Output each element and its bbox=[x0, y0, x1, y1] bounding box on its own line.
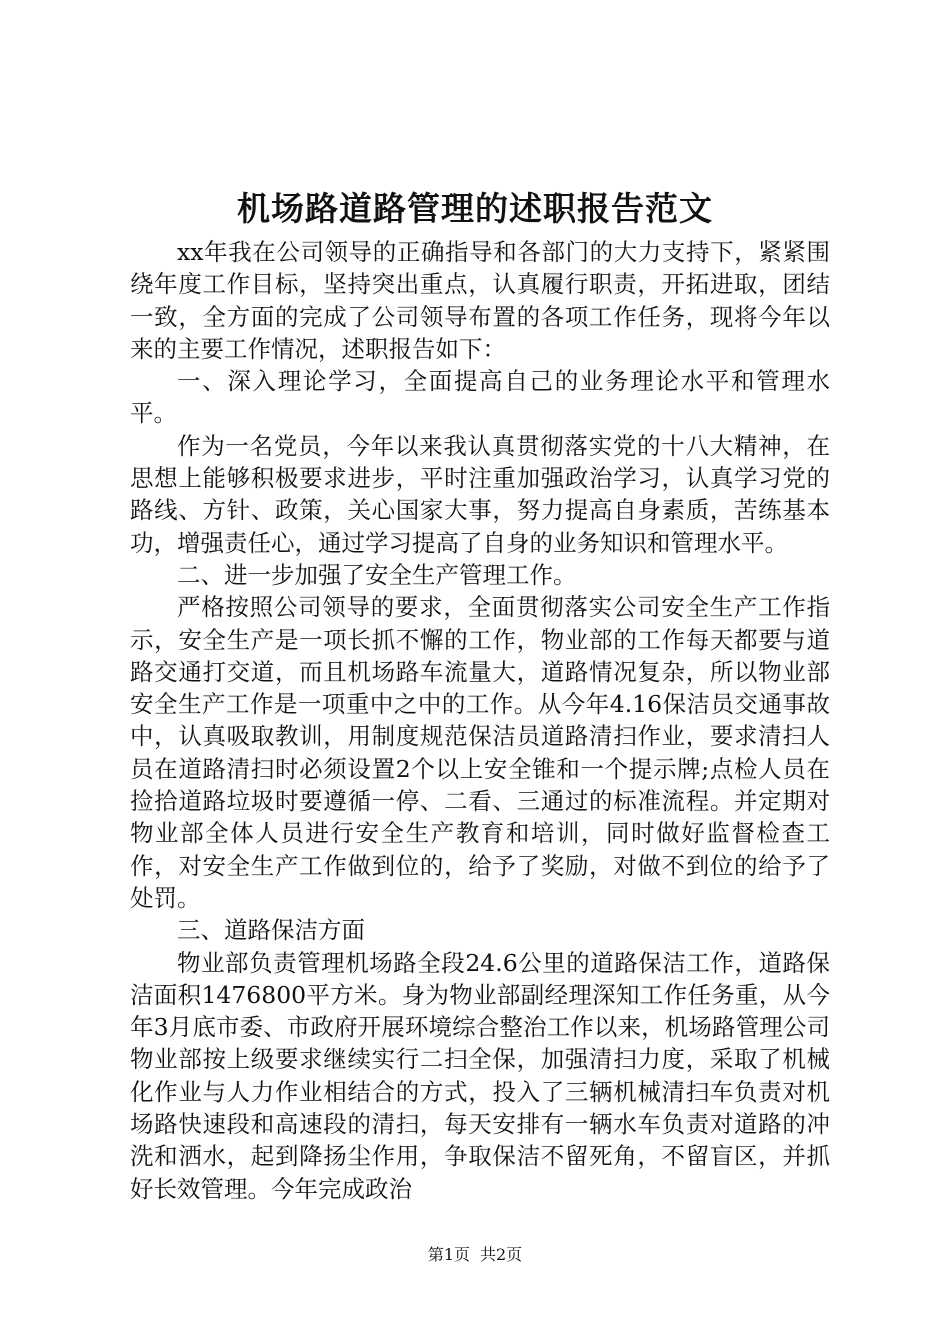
document-title: 机场路道路管理的述职报告范文 bbox=[237, 189, 713, 228]
section-heading-1: 一、深入理论学习，全面提高自己的业务理论水平和管理水平。 bbox=[130, 367, 830, 428]
section-heading-2: 二、进一步加强了安全生产管理工作。 bbox=[177, 560, 577, 589]
paragraph-section-2: 严格按照公司领导的要求，全面贯彻落实公司安全生产工作指示，安全生产是一项长抓不懈的工作，物业部的工作每天都要与道路交通打交道，而且机场路车流量大，道路情况复杂，所以物业部安全生产工作是一项重中之中的工作。从今年4.16保洁员交通事故中，认真吸取教训，用制度规范保洁员道路清扫作业，要求清扫人员在道路清扫时必须设置2个以上安全锥和一个提示牌;点检人员在捡拾道路垃圾时要遵循一停、二看、三通过的标准流程。并定期对物业部全体人员进行安全生产教育和培训，同时做好监督检查工作，对安全生产工作做到位的，给予了奖励，对做不到位的给予了处罚。 bbox=[130, 593, 830, 912]
page-footer bbox=[0, 1244, 950, 1266]
document-body bbox=[130, 236, 830, 1205]
page-number-current: 第1页 bbox=[427, 1245, 470, 1264]
section-heading-3: 三、道路保洁方面 bbox=[177, 916, 365, 945]
page-number-total: 共2页 bbox=[480, 1245, 523, 1264]
paragraph-intro: xx年我在公司领导的正确指导和各部门的大力支持下，紧紧围绕年度工作目标，坚持突出重点，认真履行职责，开拓进取，团结一致，全方面的完成了公司领导布置的各项工作任务，现将今年以来的主要工作情况，述职报告如下： bbox=[130, 238, 830, 363]
paragraph-section-3: 物业部负责管理机场路全段24.6公里的道路保洁工作，道路保洁面积1476800平方米。身为物业部副经理深知工作任务重，从今年3月底市委、市政府开展环境综合整治工作以来，机场路管理公司物业部按上级要求继续实行二扫全保，加强清扫力度，采取了机械化作业与人力作业相结合的方式，投入了三辆机械清扫车负责对机场路快速段和高速段的清扫，每天安排有一辆水车负责对道路的冲洗和洒水，起到降扬尘作用，争取保洁不留死角，不留盲区，并抓好长效管理。今年完成政治 bbox=[130, 948, 830, 1203]
paragraph-section-1: 作为一名党员，今年以来我认真贯彻落实党的十八大精神，在思想上能够积极要求进步，平时注重加强政治学习，认真学习党的路线、方针、政策，关心国家大事，努力提高自身素质，苦练基本功，增强责任心，通过学习提高了自身的业务知识和管理水平。 bbox=[130, 431, 830, 557]
